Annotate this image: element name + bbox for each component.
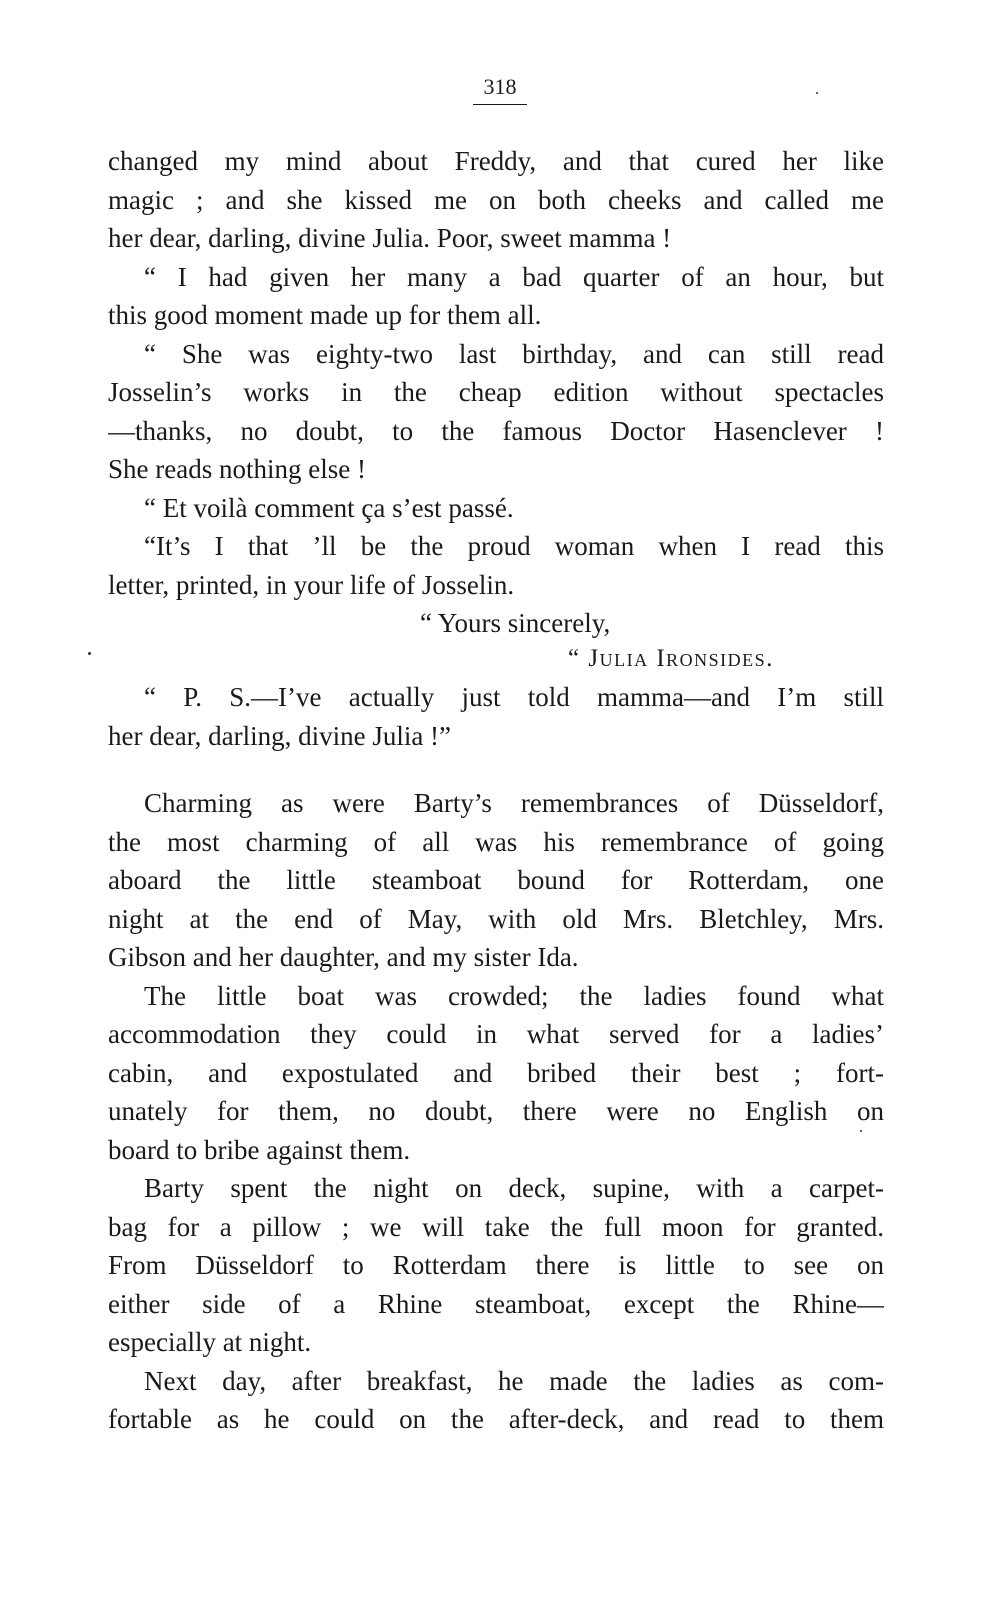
text-line: board to bribe against them.	[108, 1134, 411, 1165]
text-line: Josselin’s works in the cheap edition without spectacles	[108, 377, 884, 407]
text-line: letter, printed, in your life of Josselin.	[108, 569, 515, 600]
scan-speck	[88, 652, 91, 655]
letter-signature: “ Julia Ironsides.	[568, 645, 774, 672]
text-line: changed my mind about Freddy, and that cured her like	[108, 146, 884, 176]
text-line: fortable as he could on the after-deck, and read to them	[108, 1404, 884, 1434]
text-line: “ She was eighty-two last birthday, and can still read	[144, 338, 884, 369]
text-line: her dear, darling, divine Julia. Poor, sweet mamma !	[108, 223, 672, 253]
text-line: either side of a Rhine steamboat, except the Rhine—	[108, 1288, 884, 1319]
page-number: 318	[483, 74, 517, 99]
letter-body	[108, 142, 884, 604]
text-line: cabin, and expostulated and bribed their best ; fort-	[108, 1057, 884, 1088]
text-line: She reads nothing else !	[108, 454, 366, 484]
narrative-body	[108, 784, 884, 1439]
text-line: this good moment made up for them all.	[108, 300, 542, 330]
page-number-rule	[473, 104, 527, 105]
text-line: Gibson and her daughter, and my sister Ida.	[108, 942, 579, 972]
text-line: unately for them, no doubt, there were no English on	[108, 1096, 884, 1126]
text-line: bag for a pillow ; we will take the full moon for granted.	[108, 1211, 884, 1242]
text-line: “ Et voilà comment ça s’est passé.	[144, 492, 514, 523]
text-line: aboard the little steamboat bound for Rotterdam, one	[108, 865, 884, 895]
text-line: Charming as were Barty’s remembrances of Düsseldorf,	[144, 788, 884, 818]
postscript	[108, 678, 884, 755]
text-line: Barty spent the night on deck, supine, with a carpet-	[144, 1173, 884, 1203]
text-line: From Düsseldorf to Rotterdam there is little to see on	[108, 1250, 884, 1280]
letter-closing: “ Yours sincerely,	[420, 608, 611, 638]
text-line: “It’s I that ’ll be the proud woman when I read this	[144, 531, 884, 561]
text-line: her dear, darling, divine Julia !”	[108, 720, 452, 751]
text-line: especially at night.	[108, 1327, 312, 1357]
text-line: —thanks, no doubt, to the famous Doctor Hasenclever !	[108, 415, 884, 446]
scan-speck	[860, 1130, 862, 1132]
text-line: The little boat was crowded; the ladies found what	[144, 980, 884, 1011]
text-line: “ P. S.—I’ve actually just told mamma—and I’m still	[144, 682, 884, 712]
text-line: Next day, after breakfast, he made the ladies as com-	[144, 1365, 884, 1396]
text-line: accommodation they could in what served for a ladies’	[108, 1019, 884, 1049]
text-line: night at the end of May, with old Mrs. Bletchley, Mrs.	[108, 903, 884, 934]
text-line: magic ; and she kissed me on both cheeks and called me	[108, 184, 884, 215]
text-line: the most charming of all was his remembrance of going	[108, 826, 884, 857]
scan-speck	[816, 92, 818, 94]
text-line: “ I had given her many a bad quarter of an hour, but	[144, 261, 884, 292]
